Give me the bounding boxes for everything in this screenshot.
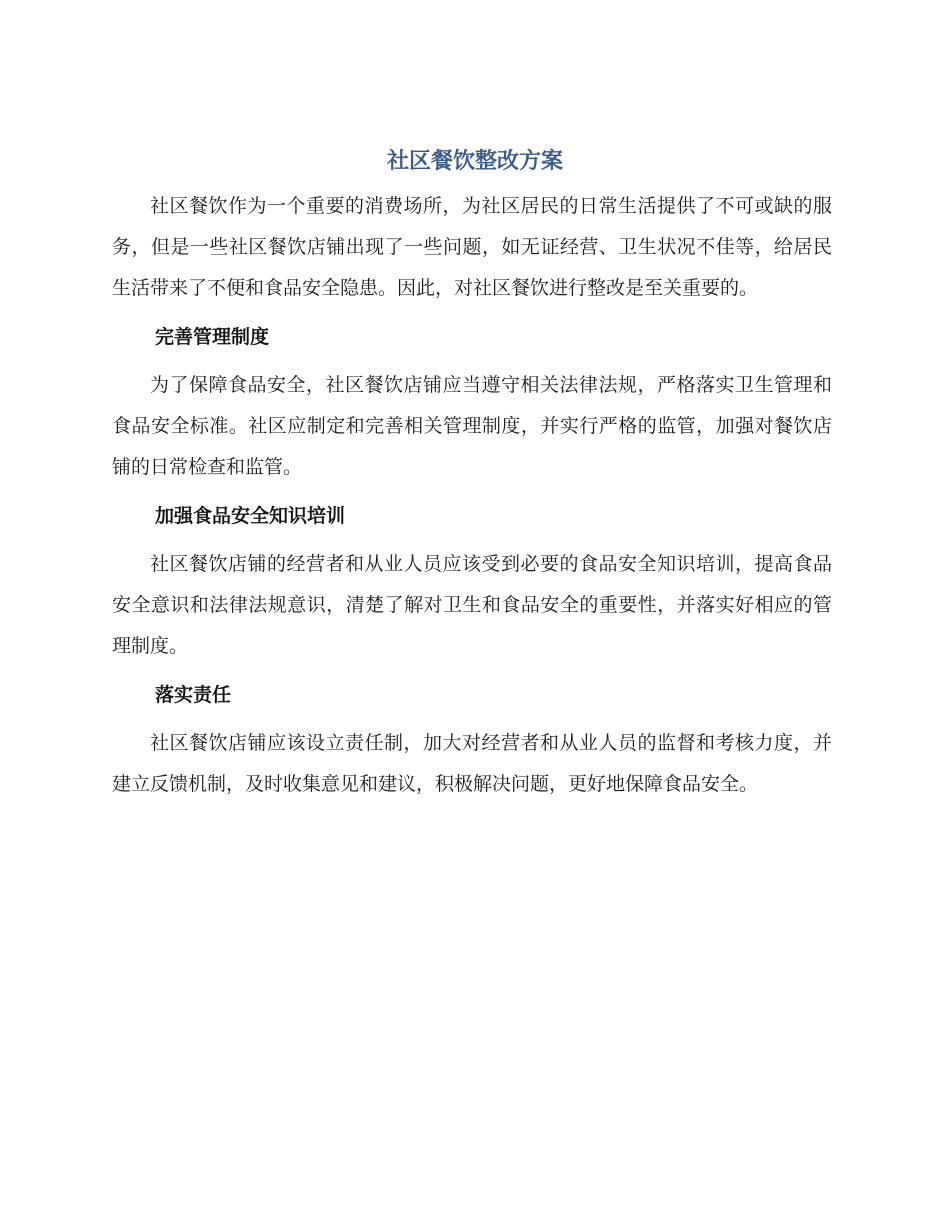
document-title: 社区餐饮整改方案 [386,149,563,174]
intro-paragraph: 社区餐饮作为一个重要的消费场所，为社区居民的日常生活提供了不可或缺的服务，但是一些社区餐饮店铺出现了一些问题，如无证经营、卫生状况不佳等，给居民生活带来了不便和食品安全隐患。因此，对社区餐饮进行整改是至关重要的。 [112,195,832,299]
section-body-management: 为了保障食品安全，社区餐饮店铺应当遵守相关法律法规，严格落实卫生管理和食品安全标准。社区应制定和完善相关管理制度，并实行严格的监管，加强对餐饮店铺的日常检查和监管。 [112,374,832,478]
section-body-responsibility: 社区餐饮店铺应该设立责任制，加大对经营者和从业人员的监督和考核力度，并建立反馈机制，及时收集意见和建议，积极解决问题，更好地保障食品安全。 [112,732,832,795]
section-heading-responsibility: 落实责任 [155,684,232,706]
section-heading-management: 完善管理制度 [155,326,270,348]
section-heading-training: 加强食品安全知识培训 [155,505,346,527]
section-body-training: 社区餐饮店铺的经营者和从业人员应该受到必要的食品安全知识培训，提高食品安全意识和法律法规意识，清楚了解对卫生和食品安全的重要性，并落实好相应的管理制度。 [112,553,832,657]
document-body [112,186,832,805]
